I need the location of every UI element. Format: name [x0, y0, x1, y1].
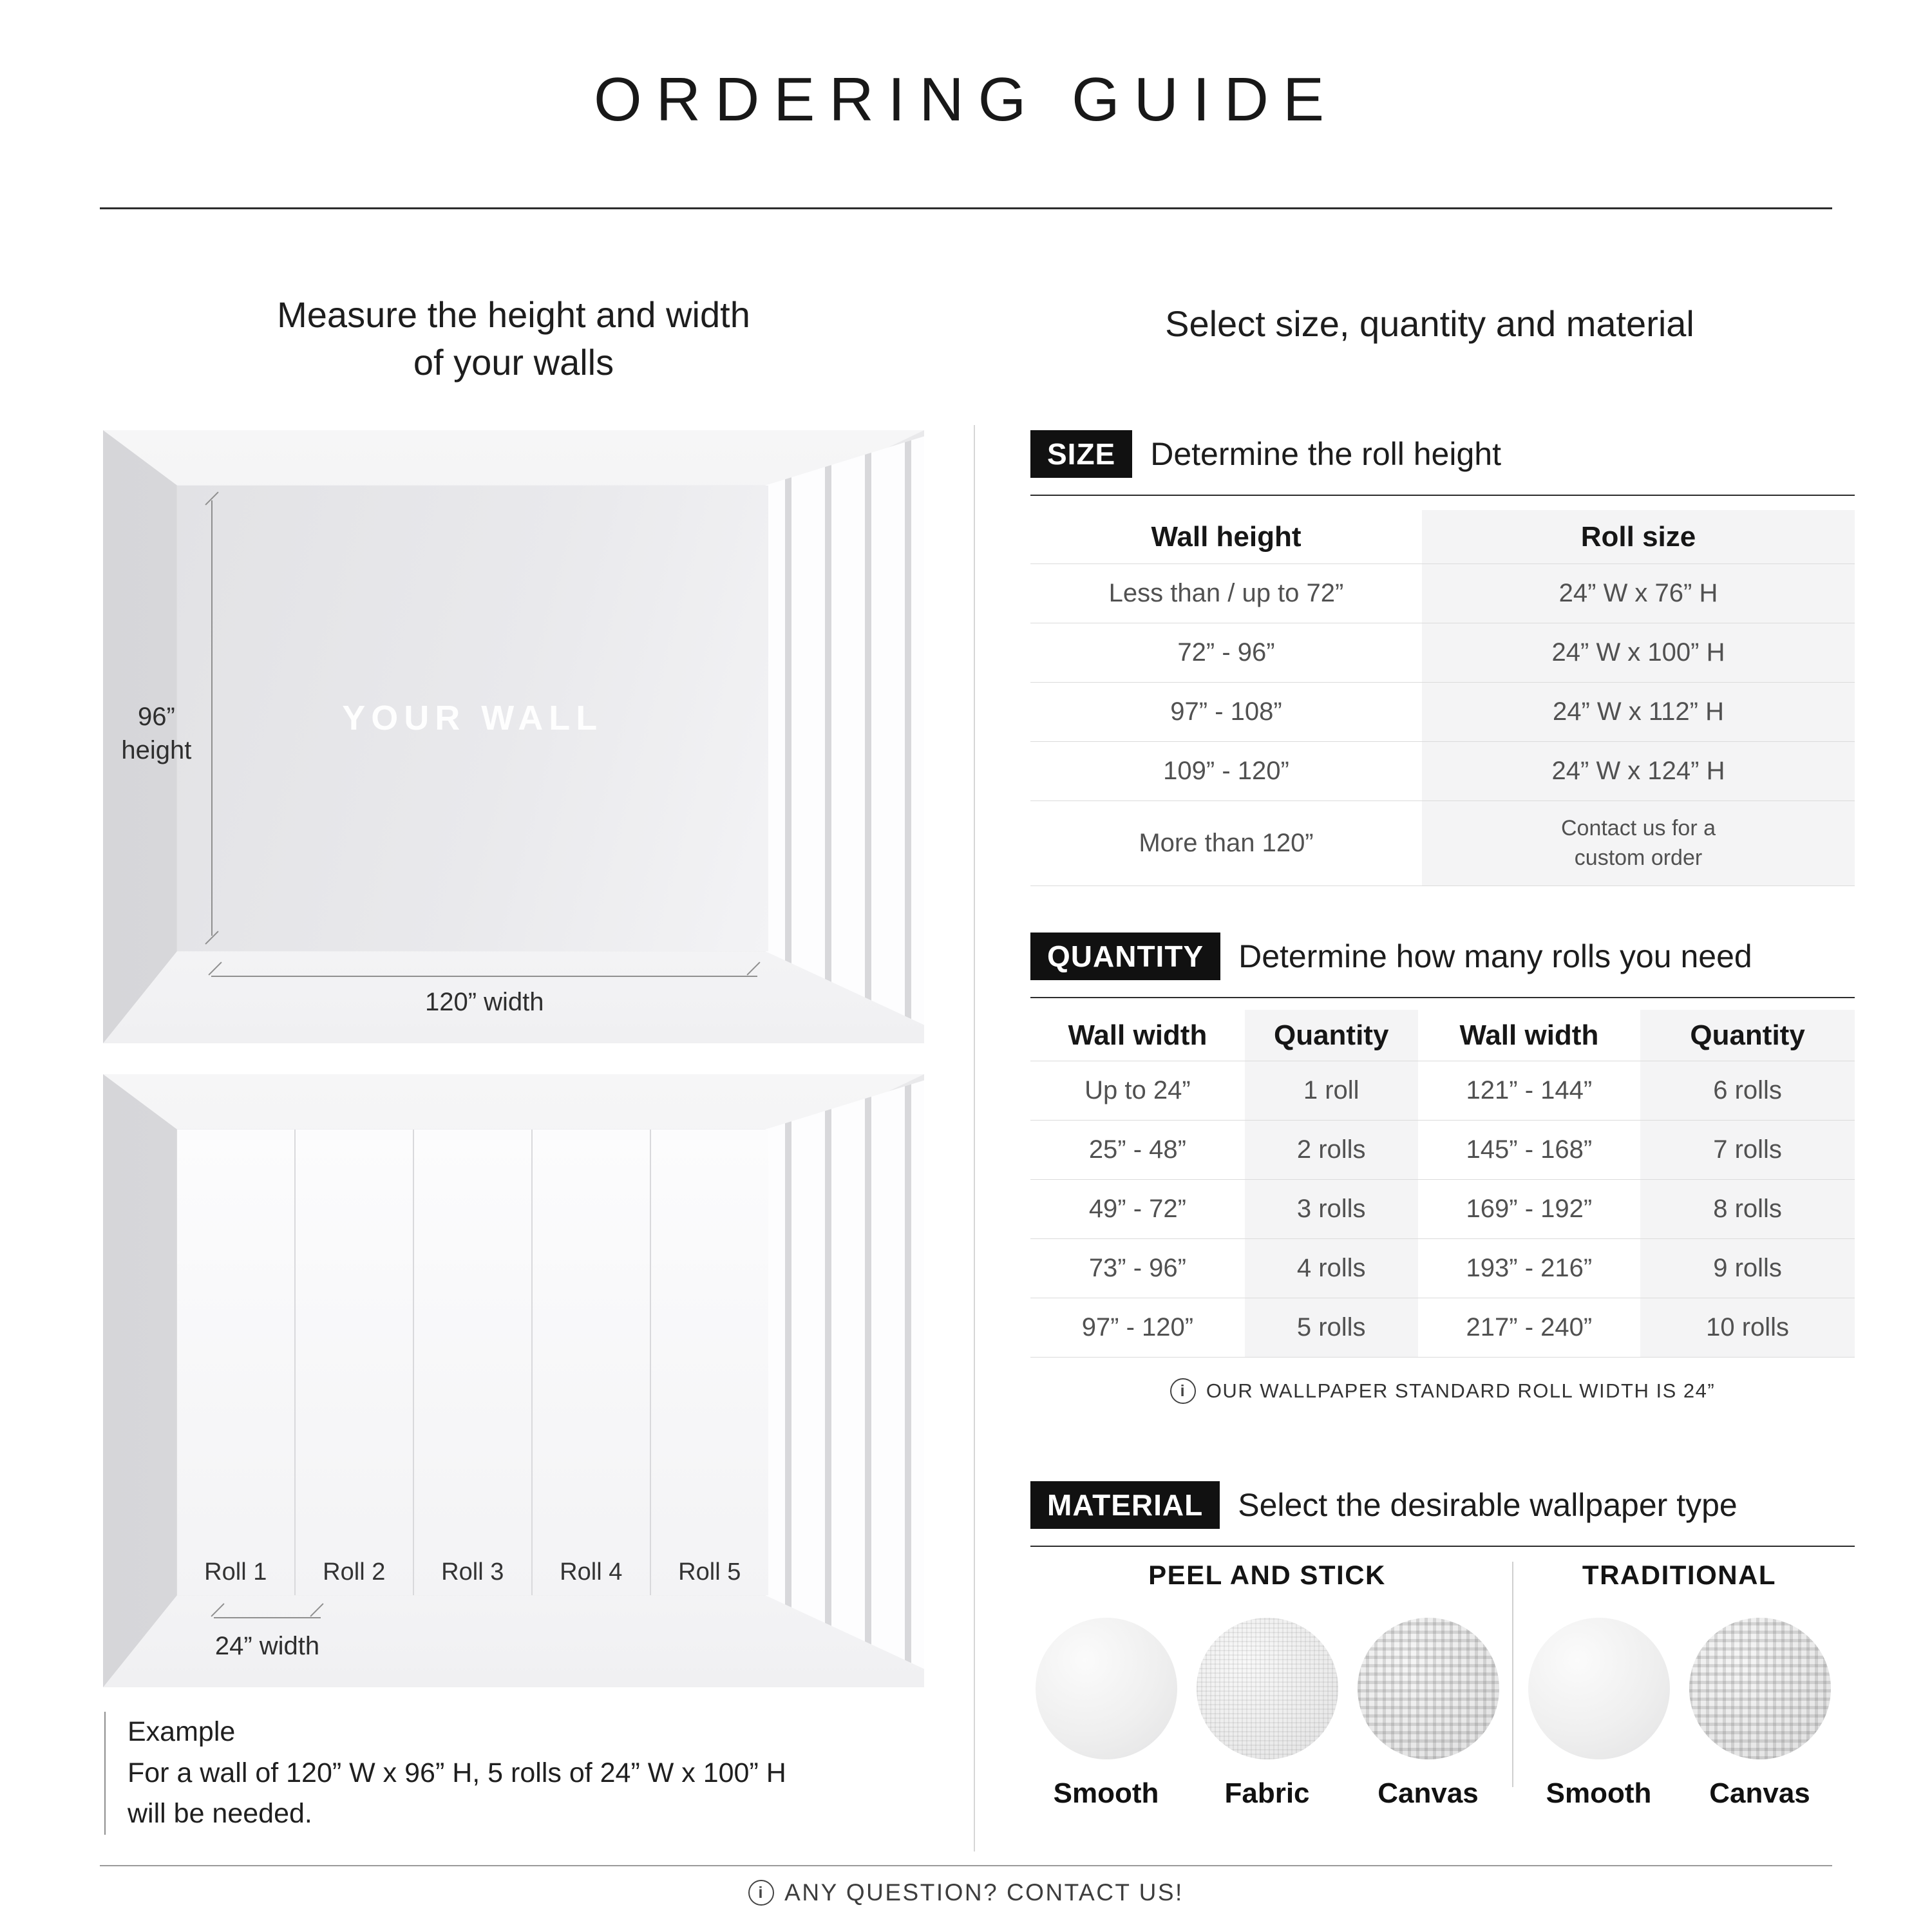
- swatch-item: [1033, 1618, 1180, 1810]
- size-cell-roll-custom: [1422, 801, 1855, 886]
- wallpaper-panels: [177, 1130, 768, 1596]
- height-value: 96”: [137, 702, 175, 731]
- qty-header: Wall width: [1418, 1010, 1641, 1061]
- room-illustration-rolls: [103, 1074, 924, 1687]
- qty-cell: 4 rolls: [1245, 1239, 1418, 1298]
- wallpaper-panel: [533, 1130, 651, 1596]
- height-label: [107, 700, 205, 767]
- qty-cell: 217” - 240”: [1418, 1298, 1641, 1358]
- roll-label: Roll 3: [441, 1558, 504, 1586]
- qty-header: Quantity: [1245, 1010, 1418, 1061]
- roll-label: Roll 1: [204, 1558, 267, 1586]
- qty-cell: 25” - 48”: [1030, 1121, 1245, 1180]
- fabric-swatch-circle: [1197, 1618, 1338, 1759]
- room-window: [752, 430, 924, 1043]
- width-label: 120” width: [424, 988, 544, 1017]
- footer-divider: [100, 1865, 1832, 1866]
- wallpaper-panel: [651, 1130, 768, 1596]
- material-section-header: [1030, 1481, 1855, 1547]
- example-title: Example: [128, 1716, 236, 1747]
- swatch-item: [1687, 1618, 1833, 1810]
- room-window: [752, 1074, 924, 1687]
- example-line1: For a wall of 120” W x 96” H, 5 rolls of 24” W x 100” H: [128, 1757, 786, 1788]
- size-badge: SIZE: [1030, 430, 1132, 478]
- quantity-badge: QUANTITY: [1030, 933, 1220, 980]
- canvas-swatch-circle: [1689, 1618, 1831, 1759]
- roll-label: Roll 5: [678, 1558, 741, 1586]
- qty-header: Quantity: [1640, 1010, 1855, 1061]
- qty-cell: Up to 24”: [1030, 1061, 1245, 1121]
- wallpaper-panel: [296, 1130, 414, 1596]
- column-divider: [974, 425, 975, 1852]
- size-col-wall-height: Wall height: [1030, 510, 1422, 564]
- group-title: TRADITIONAL: [1582, 1560, 1777, 1590]
- example-line2: will be needed.: [128, 1798, 312, 1830]
- qty-cell: 193” - 216”: [1418, 1239, 1641, 1298]
- wallpaper-panel: [177, 1130, 296, 1596]
- size-cell-wall: Less than / up to 72”: [1030, 564, 1422, 623]
- qty-header: Wall width: [1030, 1010, 1245, 1061]
- swatch-label: Canvas: [1378, 1777, 1479, 1809]
- size-cell-wall: 97” - 108”: [1030, 683, 1422, 742]
- measure-heading-line2: of your walls: [413, 341, 614, 383]
- size-cell-roll: 24” W x 112” H: [1422, 683, 1855, 742]
- wallpaper-panel: [414, 1130, 533, 1596]
- smooth-swatch-circle: [1036, 1618, 1177, 1759]
- qty-cell: 10 rolls: [1640, 1298, 1855, 1358]
- width-dimension-line: [211, 976, 757, 977]
- swatch-row: [1526, 1618, 1833, 1810]
- example-block: [104, 1712, 786, 1835]
- measure-heading-line1: Measure the height and width: [277, 294, 750, 335]
- swatch-label: Smooth: [1053, 1777, 1159, 1809]
- quantity-subtitle: Determine how many rolls you need: [1238, 938, 1752, 974]
- size-cell-wall: 109” - 120”: [1030, 742, 1422, 801]
- roll-width-dimension-line: [214, 1617, 321, 1618]
- qty-cell: 145” - 168”: [1418, 1121, 1641, 1180]
- qty-cell: 169” - 192”: [1418, 1180, 1641, 1239]
- material-badge: MATERIAL: [1030, 1481, 1220, 1529]
- qty-cell: 3 rolls: [1245, 1180, 1418, 1239]
- qty-cell: 73” - 96”: [1030, 1239, 1245, 1298]
- size-cell-roll: 24” W x 76” H: [1422, 564, 1855, 623]
- swatch-item: [1194, 1618, 1341, 1810]
- roll-label: Roll 2: [323, 1558, 386, 1586]
- qty-cell: 97” - 120”: [1030, 1298, 1245, 1358]
- qty-cell: 7 rolls: [1640, 1121, 1855, 1180]
- footer-note-text: ANY QUESTION? CONTACT US!: [784, 1879, 1184, 1906]
- material-group-divider: [1512, 1562, 1513, 1787]
- canvas-swatch-circle: [1358, 1618, 1499, 1759]
- select-heading: Select size, quantity and material: [1165, 303, 1694, 344]
- height-word: height: [121, 735, 192, 764]
- qty-cell: 2 rolls: [1245, 1121, 1418, 1180]
- info-icon: i: [748, 1880, 774, 1906]
- size-subtitle: Determine the roll height: [1150, 436, 1501, 472]
- size-cell-roll: 24” W x 124” H: [1422, 742, 1855, 801]
- size-cell-roll: 24” W x 100” H: [1422, 623, 1855, 683]
- standard-roll-note: [1030, 1378, 1855, 1404]
- group-title: PEEL AND STICK: [1148, 1560, 1386, 1590]
- smooth-swatch-circle: [1528, 1618, 1670, 1759]
- height-dimension-line: [211, 500, 213, 936]
- swatch-label: Fabric: [1224, 1777, 1310, 1809]
- quantity-section-header: [1030, 933, 1855, 998]
- qty-cell: 8 rolls: [1640, 1180, 1855, 1239]
- swatch-item: [1526, 1618, 1672, 1810]
- size-cell-wall: More than 120”: [1030, 801, 1422, 886]
- quantity-table: [1030, 1010, 1855, 1358]
- size-table: [1030, 510, 1855, 886]
- qty-cell: 5 rolls: [1245, 1298, 1418, 1358]
- roll-label: Roll 4: [560, 1558, 623, 1586]
- material-subtitle: Select the desirable wallpaper type: [1238, 1487, 1738, 1523]
- material-group-peel-and-stick: [1030, 1560, 1504, 1810]
- swatch-label: Canvas: [1709, 1777, 1810, 1809]
- material-group-traditional: [1504, 1560, 1855, 1810]
- room-back-wall: [177, 486, 768, 952]
- measure-heading: [103, 291, 924, 386]
- room-illustration-measure: [103, 430, 924, 1043]
- swatch-label: Smooth: [1546, 1777, 1652, 1809]
- swatch-row: [1033, 1618, 1502, 1810]
- header-divider: [100, 207, 1832, 209]
- size-section-header: [1030, 430, 1855, 496]
- size-col-roll-size: Roll size: [1422, 510, 1855, 564]
- swatch-item: [1355, 1618, 1502, 1810]
- qty-cell: 9 rolls: [1640, 1239, 1855, 1298]
- custom-order-text: Contact us for a custom order: [1560, 815, 1716, 870]
- your-wall-label: YOUR WALL: [342, 699, 603, 738]
- page-title: ORDERING GUIDE: [593, 65, 1339, 134]
- qty-cell: 6 rolls: [1640, 1061, 1855, 1121]
- roll-width-label: 24” width: [214, 1632, 320, 1661]
- qty-cell: 121” - 144”: [1418, 1061, 1641, 1121]
- material-options: [1030, 1560, 1855, 1810]
- qty-cell: 1 roll: [1245, 1061, 1418, 1121]
- info-icon: i: [1170, 1378, 1196, 1404]
- size-cell-wall: 72” - 96”: [1030, 623, 1422, 683]
- standard-roll-note-text: OUR WALLPAPER STANDARD ROLL WIDTH IS 24”: [1206, 1379, 1716, 1402]
- qty-cell: 49” - 72”: [1030, 1180, 1245, 1239]
- footer-note: [0, 1879, 1932, 1906]
